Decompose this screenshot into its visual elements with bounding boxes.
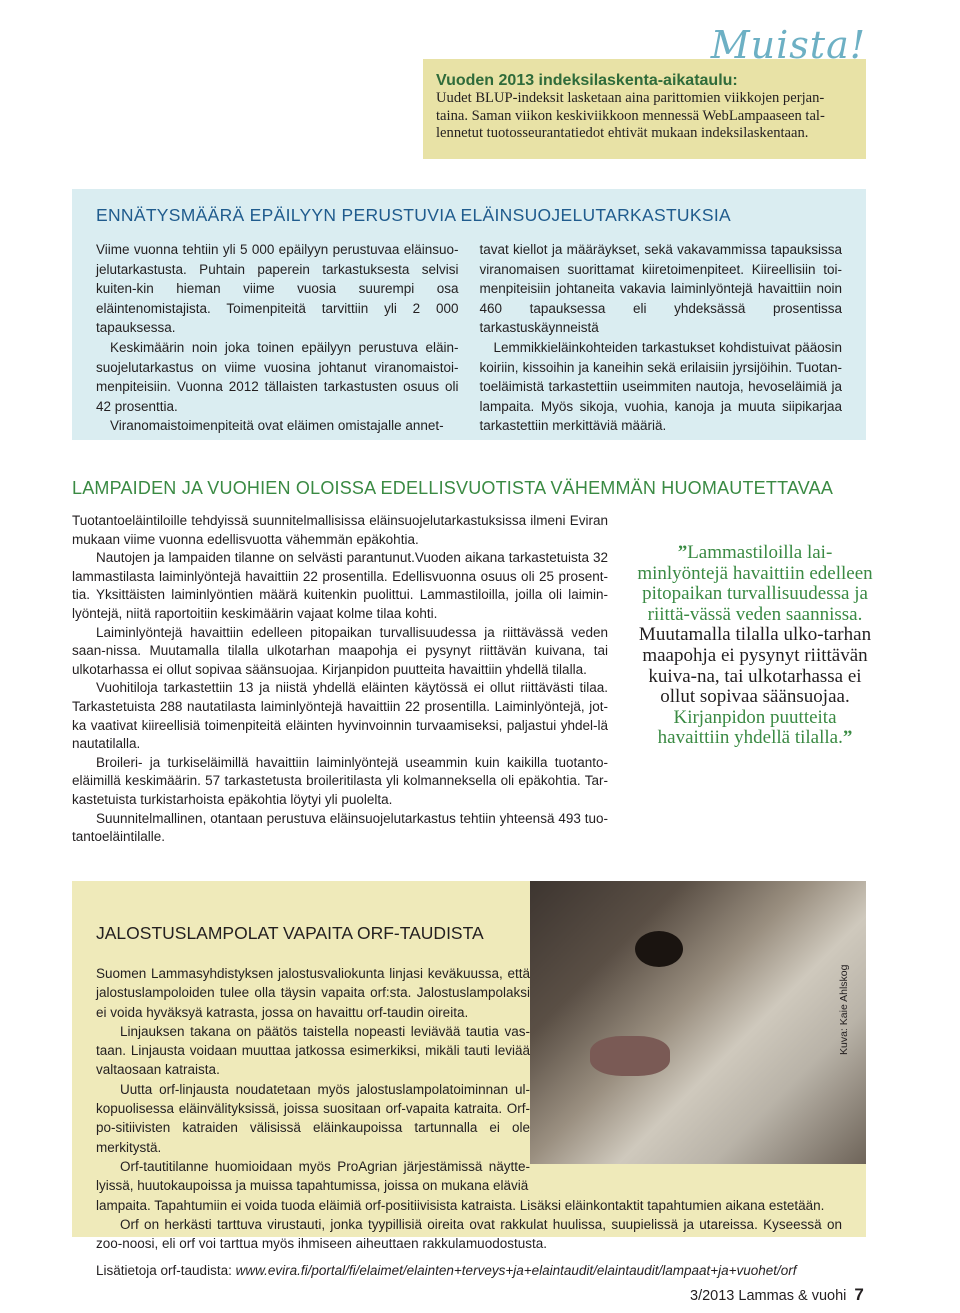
paragraph: lampaita. Tapahtumiin ei voida tuoda eläimiä orf-positiivisista katraista. Lisäksi eläinkontaktit tapahtumien aikana estetään. [96, 1197, 825, 1213]
paragraph: Viime vuonna tehtiin yli 5 000 epäilyyn perustuvaa eläinsuo-jelutarkastusta. Puhtain paperein tarkastuksesta selvisi kuiten-kin hieman viime vuosia suurempi osa eläintenomistajista. Toimenpiteitä tarvittiin yli 2 000 tapauksessa. [96, 242, 459, 336]
muista-line: taina. Saman viikon keskiviikkoon mennessä WebLampaaseen tal- [436, 107, 825, 124]
paragraph: Tuotantoeläintiloille tehdyissä suunnitelmallisissa eläinsuojelutarkastuksissa ilmeni Eviran mukaan viime vuonna edellisvuotta vähemmän epäkohtia. [72, 513, 608, 547]
paragraph: Linjauksen takana on päätös taistella nopeasti leviävää tautia vas-taan. Linjausta voidaan muuttaa jatkossa esimerkiksi, mikäli tauti leviää valtaosaan katraista. [96, 1023, 530, 1078]
paragraph: Nautojen ja lampaiden tilanne on selvästi parantunut.Vuoden aikana tarkastetuista 32 lammastilasta laiminlyöntejä havaittiin 22 prosentilla. Edellisvuonna osuus oli 25 prosent-tia. Yksittäisten laiminlyöntien määrä kuitenkin puolittui. Lammastiloilla, joilla oli laimin-lyöntejä, niitä raportoitiin keskimäärin vajaat kolme tilaa kohti. [72, 550, 608, 621]
muista-line: lennetut tuotosseurantatiedot ehtivät mukaan indeksilaskentaan. [436, 125, 809, 141]
paragraph: tavat kiellot ja määräykset, sekä vakavammissa tapauksissa viranomaisen suorittamat kiiretoimenpiteet. Kiireellisiin toi-menpiteisiin johtaneita vakavia laiminlyöntejä havaittiin noin 460 tapauksessa eli yhdeksässä prosentissa tarkastuskäynneistä [479, 242, 842, 336]
inspection-record-box [72, 189, 866, 440]
paragraph: Laiminlyöntejä havaittiin edelleen pitopaikan turvallisuudessa ja riittävässä veden saan-nissa. Muutamalla tilalla ulkotarhan maapohja ei pysynyt riittävän kuivana, tai ulkotarhassa ei ollut sopivaa säänsuojaa. Kirjanpidon puutteita havaittiin yhdellä tilalla. [72, 624, 608, 677]
issue-label: 3/2013 Lammas & vuohi [690, 1288, 847, 1304]
more-info-link[interactable]: www.evira.fi/portal/fi/elaimet/elainten+terveys+ja+elaintaudit/elaintaudit/lampaat+ja+vuohet/orf [235, 1263, 797, 1279]
sheep-goat-article [72, 512, 608, 847]
paragraph: Broileri- ja turkiseläimillä havaittiin laiminlyöntejä useammin kuin kaikilla tuotanto-eläimillä keskimäärin. 57 tarkastetusta broileritilasta yli kolmanneksella oli epäkohtia. Tar-kastetuista turkistarhoista epäkohtia löytyi yli puolelta. [72, 754, 608, 807]
more-info [96, 1261, 842, 1280]
paragraph: Suunnitelmallinen, otantaan perustuva eläinsuojelutarkastus tehtiin yhteensä 493 tuo-tantoeläintilalle. [72, 810, 608, 845]
paragraph: Viranomaistoimenpiteitä ovat eläimen omistajalle annet- [110, 418, 444, 434]
muista-line: Uudet BLUP-indeksit lasketaan aina parittomien viikkojen perjan- [436, 90, 825, 106]
orf-article [96, 923, 842, 1281]
inspection-record-title: ENNÄTYSMÄÄRÄ EPÄILYYN PERUSTUVIA ELÄINSUOJELUTARKASTUKSIA [96, 205, 731, 225]
quote-part: Muutamalla tilalla ulko-tarhan maapohja ei pysynyt riittävän kuiva-na, tai ulkotarhassa ei ollut sopivaa säänsuojaa. [638, 624, 872, 708]
more-info-label: Lisätietoja orf-taudista: [96, 1263, 236, 1279]
quote-part: Lammastiloilla lai-minlyöntejä havaittiin edelleen pitopaikan turvallisuudessa ja riittä-vässä veden saannissa. [637, 542, 873, 625]
quote-open-mark: ” [677, 542, 688, 563]
paragraph: Orf on herkästi tarttuva virustauti, jonka tyypillisiä oireita ovat rakkulat huulissa, suupielissä ja utareissa. Kyseessä on zoo-noosi, eli orf voi tarttua myös ihmiseen aiheuttaen rakkulamuodostusta. [96, 1216, 842, 1252]
paragraph: Orf-tautitilanne huomioidaan myös ProAgrian järjestämissä näytte-lyissä, huutokaupoissa ja muissa tapahtumissa, joissa on mukana eläviä [96, 1158, 530, 1194]
orf-title: JALOSTUSLAMPOLAT VAPAITA ORF-TAUDISTA [96, 923, 484, 943]
paragraph: Suomen Lammasyhdistyksen jalostusvaliokunta linjasi keväkuussa, että jalostuslampoloiden tulee olla täysin vapaita orf:sta. Jalostuslampolaksi ei voida hyväksyä katrasta, jossa on havaittu orf-taudin oireita. [96, 966, 530, 1020]
muista-heading: Muista! [710, 23, 866, 67]
muista-box [423, 59, 866, 159]
column-right [480, 240, 843, 436]
pull-quote [637, 543, 873, 749]
page-footer [690, 1285, 864, 1305]
sheep-goat-title: LAMPAIDEN JA VUOHIEN OLOISSA EDELLISVUOTISTA VÄHEMMÄN HUOMAUTETTAVAA [72, 478, 834, 498]
photo-credit: Kuva: Kaie Ahlskog [838, 964, 850, 1055]
paragraph: Lemmikkieläinkohteiden tarkastukset kohdistuivat pääosin koiriin, kissoihin ja kaneihin sekä erilaisiin jyrsijöihin. Tuotan-toeläimistä tarkastettiin useimmiten nautoja, hevoseläimiä ja lampaita. Myös sikoja, vuohia, kanoja ja muuta siipikarjaa tarkastettiin merkittäviä määriä. [479, 339, 842, 434]
quote-close-mark: ” [842, 727, 853, 749]
page-number: 7 [854, 1285, 864, 1304]
muista-title: Vuoden 2013 indeksilaskenta-aikataulu: [436, 72, 738, 89]
quote-part: Kirjanpidon puutteita havaittiin yhdellä tilalla. [657, 706, 843, 749]
paragraph: Vuohitiloja tarkastettiin 13 ja niistä yhdellä eläinten käytössä ei ollut riittävästi tilaa. Tarkastetuista 288 nautatilasta laiminlyöntejä havaittiin 22 prosentilla. Laiminlyöntejä, jot-ka vaativat kiireellisiä toimenpiteitä eläinten hyvinvoinnin turvaamiseksi, paljastui yhdel-lä nautatilalla. [72, 680, 608, 752]
column-left [96, 240, 459, 436]
paragraph: Uutta orf-linjausta noudatetaan myös jalostuslampolatoiminnan ul-kopuolisessa eläinvälityksissä, joissa suositaan orf-vapaita katraita. Orf-po-sitiivisten katraiden välisissä eläinkaupoissa tartunnalla ei ole merkitystä. [96, 1081, 530, 1155]
paragraph: Keskimäärin noin joka toinen epäilyyn perustuva eläin-suojelutarkastus on viime vuosina johtanut viranomaistoi-menpiteisiin. Vuonna 2012 tällaisten tarkastusten osuus oli 42 prosenttia. [96, 339, 459, 414]
